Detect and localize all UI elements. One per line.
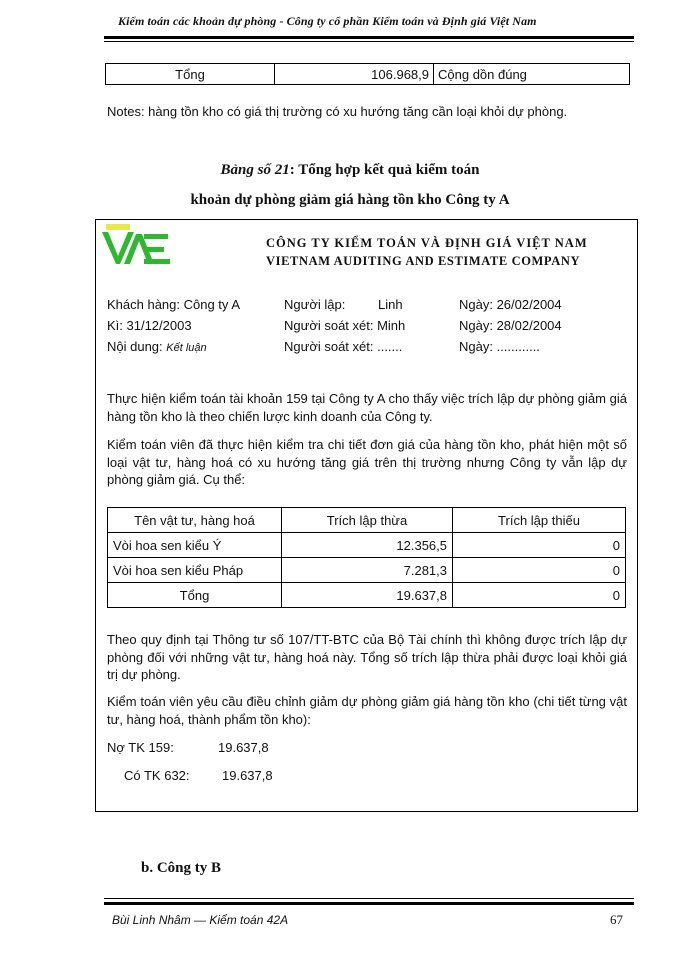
footer-rule-thick xyxy=(104,902,634,905)
date-field-3: Ngày: ............ xyxy=(459,339,540,354)
paragraph-3: Theo quy định tại Thông tư số 107/TT-BTC của Bộ Tài chính thì không được trích lập dự phòng đối với những vật tư, hàng hoá này. Tổng số trích lập thừa phải được loại khỏi giá trị dự phòng. xyxy=(107,632,627,682)
adjustment-table xyxy=(107,507,626,608)
table-total-row xyxy=(108,583,626,608)
total-item: Tổng xyxy=(108,583,282,608)
table-row xyxy=(106,64,630,85)
total-label-cell: Tổng xyxy=(106,64,275,85)
row-item: Vòi hoa sen kiểu Ý xyxy=(108,533,282,558)
header-rule-thick xyxy=(104,36,634,39)
date-field-1: Ngày: 26/02/2004 xyxy=(459,297,562,312)
total-value-cell: 106.968,9 xyxy=(275,64,434,85)
footer-author: Bùi Linh Nhâm — Kiểm toán 42A xyxy=(112,913,289,927)
table-number: Bảng số 21 xyxy=(220,162,290,178)
content-value: Kết luận xyxy=(166,342,207,354)
paragraph-1: Thực hiện kiểm toán tài khoản 159 tại Công ty A cho thấy việc trích lập dự phòng giảm giá hàng tồn kho là theo chiến lược kinh doanh của Công ty. xyxy=(107,391,627,424)
total-note-cell: Cộng dồn đúng xyxy=(434,64,630,85)
table-title-line1 xyxy=(0,162,700,179)
reviewer-field-2: Người soát xét: ....... xyxy=(284,339,403,354)
page-number: 67 xyxy=(610,912,623,927)
row-excess: 12.356,5 xyxy=(282,533,453,558)
row-shortfall: 0 xyxy=(453,533,626,558)
reviewer-field-1: Người soát xét: Minh xyxy=(284,318,406,333)
total-shortfall: 0 xyxy=(453,583,626,608)
header-shortfall: Trích lập thiếu xyxy=(453,508,626,533)
debit-value: 19.637,8 xyxy=(218,740,269,755)
company-name-vn: CÔNG TY KIỂM TOÁN VÀ ĐỊNH GIÁ VIỆT NAM xyxy=(266,236,588,250)
row-item: Vòi hoa sen kiểu Pháp xyxy=(108,558,282,583)
header-rule-thin xyxy=(104,41,634,42)
period-field: Kì: 31/12/2003 xyxy=(107,318,192,333)
paragraph-4: Kiểm toán viên yêu cầu điều chỉnh giảm dự phòng giảm giá hàng tồn kho (chi tiết từng vật tư, hàng hoá, thành phẩm tồn kho): xyxy=(107,694,627,727)
table-title-text: : Tổng hợp kết quả kiểm toán xyxy=(289,162,480,178)
total-excess: 19.637,8 xyxy=(282,583,453,608)
running-header: Kiểm toán các khoản dự phòng - Công ty cổ phần Kiểm toán và Định giá Việt Nam xyxy=(118,14,537,28)
paragraph-2: Kiểm toán viên đã thực hiện kiểm tra chi tiết đơn giá của hàng tồn kho, phát hiện một số loại vật tư, hàng hoá có xu hướng tăng giá trên thị trường nhưng Công ty vẫn lập dự phòng giảm giá. Cụ thể: xyxy=(107,437,627,487)
previous-table-total xyxy=(105,63,630,85)
header-item: Tên vật tư, hàng hoá xyxy=(108,508,282,533)
date-field-2: Ngày: 28/02/2004 xyxy=(459,318,562,333)
table-title-line2: khoản dự phòng giảm giá hàng tồn kho Công ty A xyxy=(190,192,510,208)
credit-label: Có TK 632: xyxy=(124,768,190,783)
preparer-name: Linh xyxy=(378,297,403,312)
table-row xyxy=(108,533,626,558)
logo-text: VAE xyxy=(100,224,102,225)
debit-label: Nợ TK 159: xyxy=(107,740,174,755)
table-row xyxy=(108,558,626,583)
content-label: Nội dung: xyxy=(107,339,163,354)
preparer-label: Người lập: xyxy=(284,297,346,312)
header-excess: Trích lập thừa xyxy=(282,508,453,533)
notes-text: Notes: hàng tồn kho có giá thị trường có xu hướng tăng cần loại khỏi dự phòng. xyxy=(107,104,568,119)
company-name-en: VIETNAM AUDITING AND ESTIMATE COMPANY xyxy=(266,254,581,268)
client-field: Khách hàng: Công ty A xyxy=(107,297,240,312)
table-header-row xyxy=(108,508,626,533)
section-heading-b: b. Công ty B xyxy=(141,860,222,876)
content-field xyxy=(107,339,207,354)
footer-rule-thin xyxy=(104,898,634,899)
credit-value: 19.637,8 xyxy=(222,768,273,783)
row-shortfall: 0 xyxy=(453,558,626,583)
vae-logo xyxy=(100,224,172,268)
row-excess: 7.281,3 xyxy=(282,558,453,583)
